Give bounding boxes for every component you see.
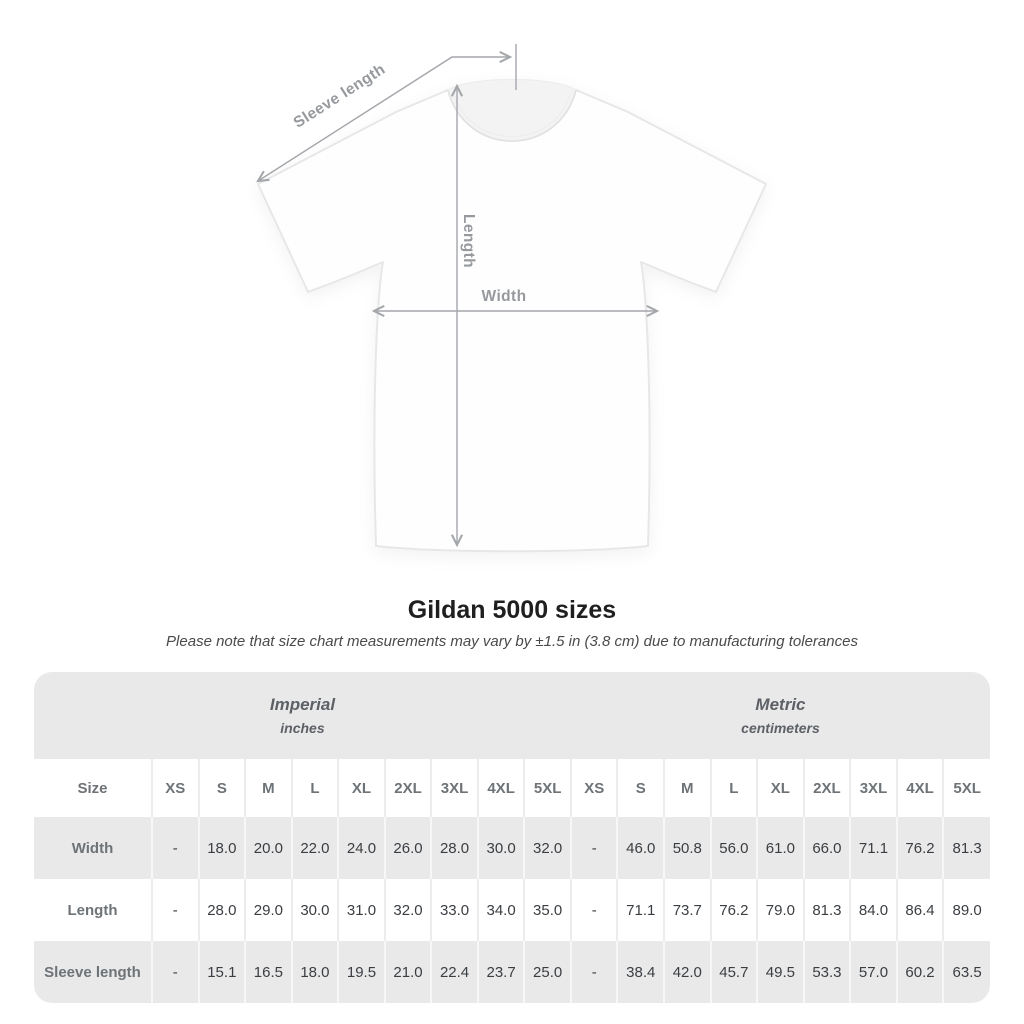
size-header: XL <box>338 759 385 817</box>
value-cell: 76.2 <box>711 879 758 941</box>
value-cell: 30.0 <box>292 879 339 941</box>
value-cell: 89.0 <box>943 879 990 941</box>
value-cell: 79.0 <box>757 879 804 941</box>
value-cell: 18.0 <box>292 941 339 1003</box>
value-cell: 86.4 <box>897 879 944 941</box>
value-cell: - <box>571 817 618 879</box>
value-cell: - <box>571 879 618 941</box>
size-header: XS <box>571 759 618 817</box>
value-cell: 22.4 <box>431 941 478 1003</box>
width-row <box>34 817 990 879</box>
length-row <box>34 879 990 941</box>
tolerance-note: Please note that size chart measurements may vary by ±1.5 in (3.8 cm) due to manufacturing tolerances <box>166 633 858 650</box>
size-header: S <box>617 759 664 817</box>
size-header: 4XL <box>897 759 944 817</box>
value-cell: 46.0 <box>617 817 664 879</box>
sleeve-length-label: Sleeve length <box>290 60 389 132</box>
value-cell: 24.0 <box>338 817 385 879</box>
size-table <box>34 672 990 1003</box>
inches-label: inches <box>280 720 325 736</box>
size-header: L <box>711 759 758 817</box>
size-column-header: Size <box>34 759 152 817</box>
imperial-label: Imperial <box>269 695 336 714</box>
value-cell: 35.0 <box>524 879 571 941</box>
value-cell: 63.5 <box>943 941 990 1003</box>
value-cell: 73.7 <box>664 879 711 941</box>
value-cell: 42.0 <box>664 941 711 1003</box>
value-cell: 56.0 <box>711 817 758 879</box>
value-cell: 16.5 <box>245 941 292 1003</box>
size-header: 5XL <box>524 759 571 817</box>
size-header: 3XL <box>431 759 478 817</box>
size-header: 4XL <box>478 759 525 817</box>
size-header: 3XL <box>850 759 897 817</box>
value-cell: 22.0 <box>292 817 339 879</box>
value-cell: - <box>152 941 199 1003</box>
value-cell: - <box>152 879 199 941</box>
value-cell: 32.0 <box>385 879 432 941</box>
value-cell: 28.0 <box>431 817 478 879</box>
value-cell: 81.3 <box>804 879 851 941</box>
imperial-group-header <box>34 672 571 759</box>
page-title: Gildan 5000 sizes <box>407 596 617 624</box>
size-header: M <box>245 759 292 817</box>
value-cell: 49.5 <box>757 941 804 1003</box>
size-header: XS <box>152 759 199 817</box>
value-cell: 23.7 <box>478 941 525 1003</box>
value-cell: 18.0 <box>199 817 246 879</box>
size-header-row <box>34 759 990 817</box>
metric-group-header <box>571 672 990 759</box>
length-label: Length <box>460 214 477 269</box>
value-cell: - <box>152 817 199 879</box>
tshirt-silhouette <box>258 90 766 551</box>
value-cell: 32.0 <box>524 817 571 879</box>
unit-header-row <box>34 672 990 759</box>
metric-label: Metric <box>755 695 806 714</box>
size-header: XL <box>757 759 804 817</box>
value-cell: 61.0 <box>757 817 804 879</box>
value-cell: 50.8 <box>664 817 711 879</box>
size-header: L <box>292 759 339 817</box>
size-header: 2XL <box>385 759 432 817</box>
value-cell: 25.0 <box>524 941 571 1003</box>
row-label: Width <box>34 817 152 879</box>
centimeters-label: centimeters <box>741 720 820 736</box>
value-cell: 34.0 <box>478 879 525 941</box>
value-cell: 71.1 <box>617 879 664 941</box>
value-cell: 31.0 <box>338 879 385 941</box>
value-cell: 20.0 <box>245 817 292 879</box>
value-cell: 45.7 <box>711 941 758 1003</box>
value-cell: 30.0 <box>478 817 525 879</box>
value-cell: 15.1 <box>199 941 246 1003</box>
value-cell: 53.3 <box>804 941 851 1003</box>
value-cell: 26.0 <box>385 817 432 879</box>
value-cell: 33.0 <box>431 879 478 941</box>
value-cell: 38.4 <box>617 941 664 1003</box>
value-cell: 66.0 <box>804 817 851 879</box>
size-header: M <box>664 759 711 817</box>
size-header: 5XL <box>943 759 990 817</box>
value-cell: 76.2 <box>897 817 944 879</box>
value-cell: 57.0 <box>850 941 897 1003</box>
value-cell: 21.0 <box>385 941 432 1003</box>
tshirt-illustration <box>258 80 766 552</box>
sleeve-length-row <box>34 941 990 1003</box>
row-label: Length <box>34 879 152 941</box>
size-header: S <box>199 759 246 817</box>
width-label: Width <box>481 288 527 305</box>
row-label: Sleeve length <box>34 941 152 1003</box>
value-cell: 19.5 <box>338 941 385 1003</box>
value-cell: 28.0 <box>199 879 246 941</box>
value-cell: 84.0 <box>850 879 897 941</box>
value-cell: 81.3 <box>943 817 990 879</box>
value-cell: 29.0 <box>245 879 292 941</box>
value-cell: 60.2 <box>897 941 944 1003</box>
size-header: 2XL <box>804 759 851 817</box>
value-cell: - <box>571 941 618 1003</box>
value-cell: 71.1 <box>850 817 897 879</box>
